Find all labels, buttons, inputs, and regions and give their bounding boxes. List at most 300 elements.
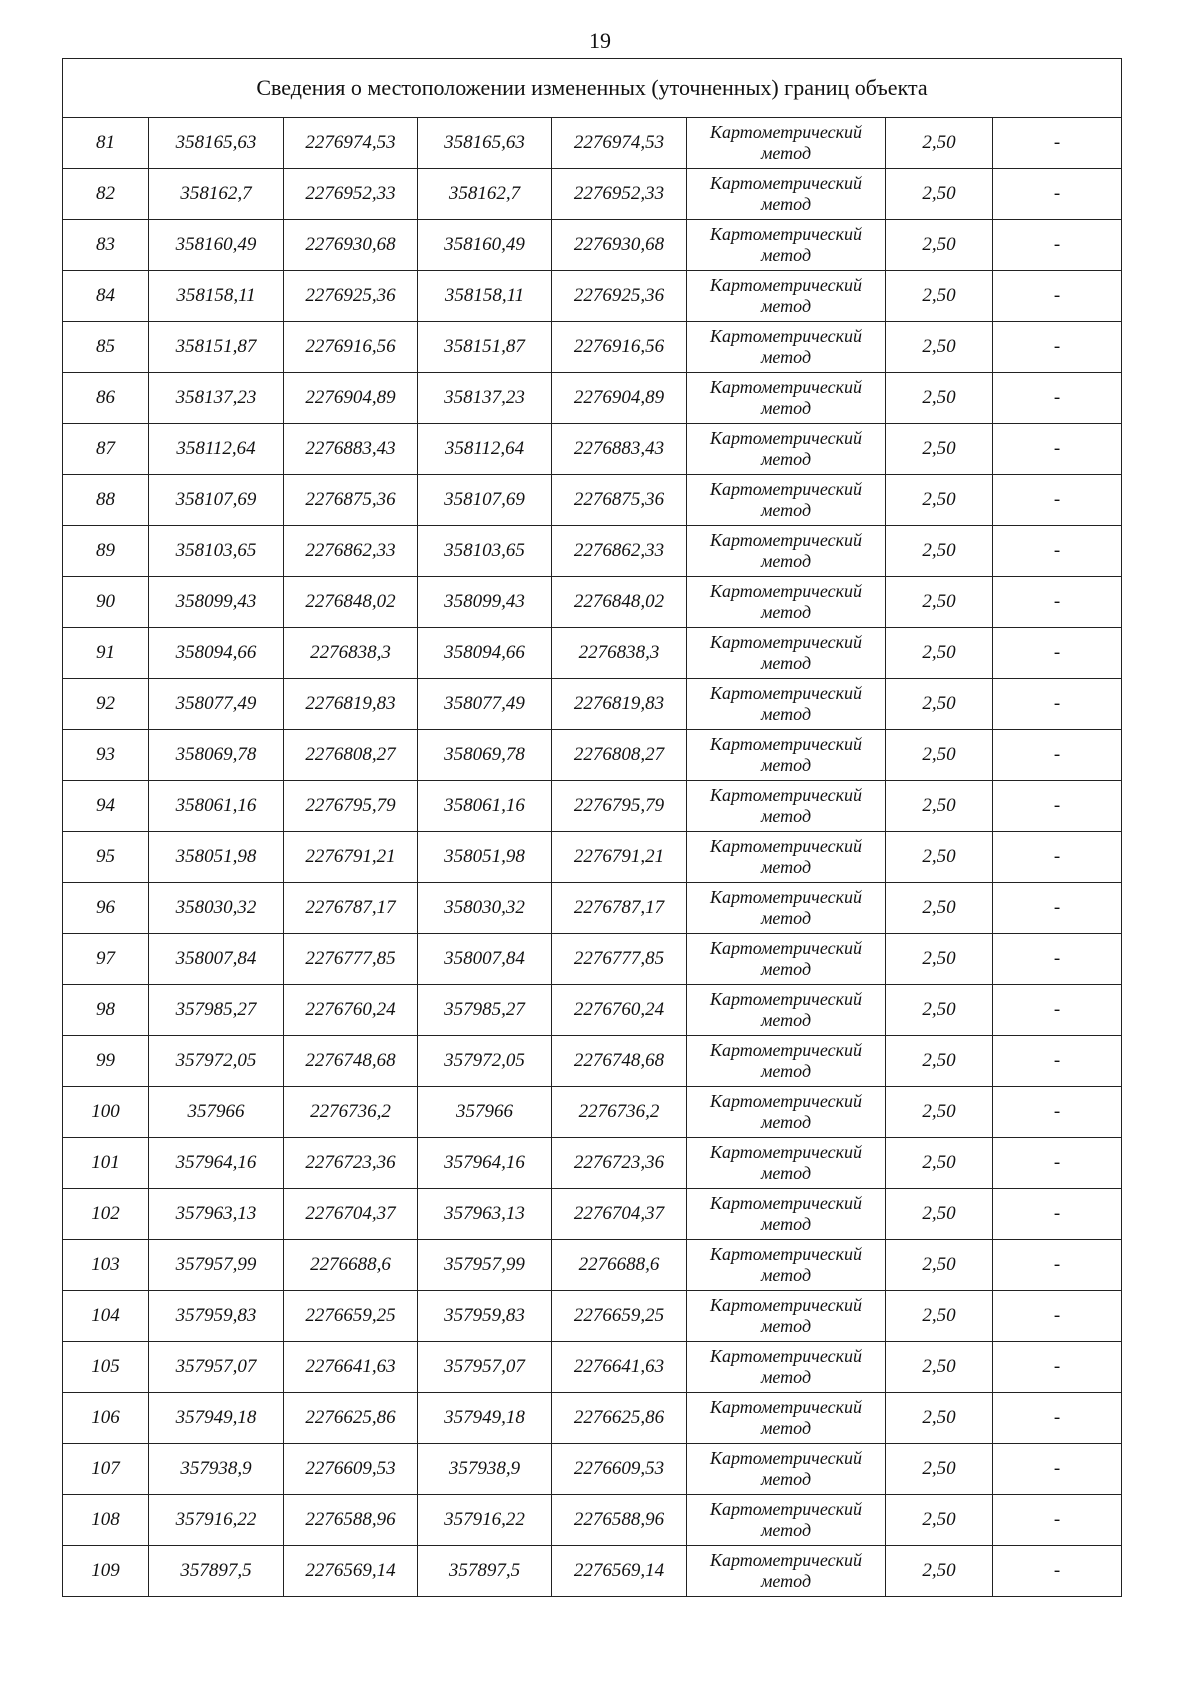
- existing-y-cell: 2276625,86: [284, 1393, 418, 1444]
- existing-y-cell: 2276760,24: [284, 985, 418, 1036]
- table-row: [63, 424, 1122, 475]
- table-row: [63, 832, 1122, 883]
- method-line-1: Картометрический: [709, 1142, 862, 1162]
- refined-x-cell: 358061,16: [418, 781, 552, 832]
- table-row: [63, 1138, 1122, 1189]
- refined-y-cell: 2276760,24: [552, 985, 687, 1036]
- point-number-cell: 97: [63, 934, 149, 985]
- existing-x-cell: 358051,98: [149, 832, 284, 883]
- existing-y-cell: 2276930,68: [284, 220, 418, 271]
- refined-y-cell: 2276862,33: [552, 526, 687, 577]
- refined-x-cell: 357985,27: [418, 985, 552, 1036]
- table-row: [63, 1189, 1122, 1240]
- refined-x-cell: 358160,49: [418, 220, 552, 271]
- method-cell: [687, 1138, 886, 1189]
- refined-x-cell: 358151,87: [418, 322, 552, 373]
- accuracy-cell: 2,50: [886, 679, 993, 730]
- method-line-2: метод: [760, 602, 812, 622]
- note-cell: -: [993, 220, 1122, 271]
- point-number-cell: 82: [63, 169, 149, 220]
- existing-x-cell: 358112,64: [149, 424, 284, 475]
- note-cell: -: [993, 1393, 1122, 1444]
- note-cell: -: [993, 526, 1122, 577]
- refined-y-cell: 2276904,89: [552, 373, 687, 424]
- note-cell: -: [993, 169, 1122, 220]
- existing-x-cell: 358103,65: [149, 526, 284, 577]
- page-number: 19: [589, 28, 611, 53]
- existing-y-cell: 2276777,85: [284, 934, 418, 985]
- point-number-cell: 84: [63, 271, 149, 322]
- existing-y-cell: 2276808,27: [284, 730, 418, 781]
- point-number-cell: 104: [63, 1291, 149, 1342]
- point-number-cell: 85: [63, 322, 149, 373]
- method-line-1: Картометрический: [709, 122, 862, 142]
- table-row: [63, 1240, 1122, 1291]
- existing-y-cell: 2276819,83: [284, 679, 418, 730]
- note-cell: -: [993, 424, 1122, 475]
- existing-y-cell: 2276791,21: [284, 832, 418, 883]
- refined-y-cell: 2276588,96: [552, 1495, 687, 1546]
- existing-y-cell: 2276609,53: [284, 1444, 418, 1495]
- method-line-2: метод: [760, 296, 812, 316]
- existing-x-cell: 358094,66: [149, 628, 284, 679]
- method-line-1: Картометрический: [709, 377, 862, 397]
- method-line-2: метод: [760, 1112, 812, 1132]
- method-line-1: Картометрический: [709, 785, 862, 805]
- method-cell: [687, 475, 886, 526]
- refined-y-cell: 2276838,3: [552, 628, 687, 679]
- boundary-table: [62, 58, 1122, 1597]
- method-line-2: метод: [760, 194, 812, 214]
- method-line-2: метод: [760, 245, 812, 265]
- refined-y-cell: 2276569,14: [552, 1546, 687, 1597]
- accuracy-cell: 2,50: [886, 832, 993, 883]
- existing-x-cell: 358158,11: [149, 271, 284, 322]
- method-line-1: Картометрический: [709, 1244, 862, 1264]
- boundary-table-container: [62, 58, 1121, 1597]
- table-row: [63, 1342, 1122, 1393]
- existing-y-cell: 2276569,14: [284, 1546, 418, 1597]
- table-row: [63, 1036, 1122, 1087]
- existing-y-cell: 2276904,89: [284, 373, 418, 424]
- existing-x-cell: 358061,16: [149, 781, 284, 832]
- table-title-row: [63, 59, 1122, 118]
- note-cell: -: [993, 628, 1122, 679]
- existing-x-cell: 358151,87: [149, 322, 284, 373]
- method-line-1: Картометрический: [709, 1091, 862, 1111]
- method-line-2: метод: [760, 908, 812, 928]
- method-line-1: Картометрический: [709, 326, 862, 346]
- point-number-cell: 100: [63, 1087, 149, 1138]
- accuracy-cell: 2,50: [886, 220, 993, 271]
- method-line-1: Картометрический: [709, 1295, 862, 1315]
- method-cell: [687, 934, 886, 985]
- existing-y-cell: 2276795,79: [284, 781, 418, 832]
- existing-y-cell: 2276736,2: [284, 1087, 418, 1138]
- existing-y-cell: 2276974,53: [284, 118, 418, 169]
- note-cell: -: [993, 475, 1122, 526]
- method-line-2: метод: [760, 806, 812, 826]
- method-line-2: метод: [760, 143, 812, 163]
- note-cell: -: [993, 271, 1122, 322]
- method-cell: [687, 1189, 886, 1240]
- existing-x-cell: 358069,78: [149, 730, 284, 781]
- table-row: [63, 730, 1122, 781]
- note-cell: -: [993, 1495, 1122, 1546]
- note-cell: -: [993, 322, 1122, 373]
- method-cell: [687, 1546, 886, 1597]
- method-line-1: Картометрический: [709, 1346, 862, 1366]
- accuracy-cell: 2,50: [886, 169, 993, 220]
- method-cell: [687, 271, 886, 322]
- refined-x-cell: 357938,9: [418, 1444, 552, 1495]
- method-line-2: метод: [760, 704, 812, 724]
- table-row: [63, 679, 1122, 730]
- refined-x-cell: 358165,63: [418, 118, 552, 169]
- method-cell: [687, 118, 886, 169]
- note-cell: -: [993, 985, 1122, 1036]
- refined-x-cell: 358099,43: [418, 577, 552, 628]
- refined-y-cell: 2276848,02: [552, 577, 687, 628]
- method-line-2: метод: [760, 1520, 812, 1540]
- method-cell: [687, 322, 886, 373]
- method-cell: [687, 1087, 886, 1138]
- refined-x-cell: 358137,23: [418, 373, 552, 424]
- refined-x-cell: 358107,69: [418, 475, 552, 526]
- existing-x-cell: 357916,22: [149, 1495, 284, 1546]
- point-number-cell: 86: [63, 373, 149, 424]
- method-line-1: Картометрический: [709, 530, 862, 550]
- accuracy-cell: 2,50: [886, 1444, 993, 1495]
- accuracy-cell: 2,50: [886, 1546, 993, 1597]
- table-row: [63, 577, 1122, 628]
- refined-x-cell: 357959,83: [418, 1291, 552, 1342]
- note-cell: -: [993, 1138, 1122, 1189]
- existing-x-cell: 358165,63: [149, 118, 284, 169]
- note-cell: -: [993, 1240, 1122, 1291]
- refined-x-cell: 358069,78: [418, 730, 552, 781]
- note-cell: -: [993, 1087, 1122, 1138]
- refined-y-cell: 2276883,43: [552, 424, 687, 475]
- accuracy-cell: 2,50: [886, 577, 993, 628]
- method-line-2: метод: [760, 755, 812, 775]
- method-line-2: метод: [760, 1367, 812, 1387]
- point-number-cell: 108: [63, 1495, 149, 1546]
- accuracy-cell: 2,50: [886, 1189, 993, 1240]
- method-cell: [687, 628, 886, 679]
- refined-x-cell: 357897,5: [418, 1546, 552, 1597]
- existing-x-cell: 358160,49: [149, 220, 284, 271]
- refined-y-cell: 2276777,85: [552, 934, 687, 985]
- table-row: [63, 628, 1122, 679]
- refined-x-cell: 357957,07: [418, 1342, 552, 1393]
- method-line-1: Картометрический: [709, 1499, 862, 1519]
- method-cell: [687, 832, 886, 883]
- note-cell: -: [993, 1444, 1122, 1495]
- existing-x-cell: 358077,49: [149, 679, 284, 730]
- existing-y-cell: 2276787,17: [284, 883, 418, 934]
- refined-x-cell: 357957,99: [418, 1240, 552, 1291]
- method-cell: [687, 1495, 886, 1546]
- method-line-1: Картометрический: [709, 1193, 862, 1213]
- refined-x-cell: 358077,49: [418, 679, 552, 730]
- point-number-cell: 103: [63, 1240, 149, 1291]
- refined-x-cell: 358103,65: [418, 526, 552, 577]
- method-line-1: Картометрический: [709, 1550, 862, 1570]
- existing-y-cell: 2276916,56: [284, 322, 418, 373]
- accuracy-cell: 2,50: [886, 1393, 993, 1444]
- method-line-2: метод: [760, 1571, 812, 1591]
- method-line-1: Картометрический: [709, 428, 862, 448]
- accuracy-cell: 2,50: [886, 1495, 993, 1546]
- table-row: [63, 373, 1122, 424]
- point-number-cell: 83: [63, 220, 149, 271]
- refined-y-cell: 2276609,53: [552, 1444, 687, 1495]
- existing-x-cell: 357966: [149, 1087, 284, 1138]
- refined-y-cell: 2276819,83: [552, 679, 687, 730]
- note-cell: -: [993, 373, 1122, 424]
- table-row: [63, 1495, 1122, 1546]
- method-line-2: метод: [760, 1163, 812, 1183]
- table-row: [63, 985, 1122, 1036]
- refined-y-cell: 2276925,36: [552, 271, 687, 322]
- method-cell: [687, 883, 886, 934]
- point-number-cell: 81: [63, 118, 149, 169]
- table-row: [63, 118, 1122, 169]
- existing-y-cell: 2276848,02: [284, 577, 418, 628]
- accuracy-cell: 2,50: [886, 628, 993, 679]
- note-cell: -: [993, 883, 1122, 934]
- existing-x-cell: 357897,5: [149, 1546, 284, 1597]
- accuracy-cell: 2,50: [886, 883, 993, 934]
- accuracy-cell: 2,50: [886, 1291, 993, 1342]
- accuracy-cell: 2,50: [886, 526, 993, 577]
- existing-y-cell: 2276952,33: [284, 169, 418, 220]
- existing-x-cell: 357957,99: [149, 1240, 284, 1291]
- refined-y-cell: 2276916,56: [552, 322, 687, 373]
- table-row: [63, 1087, 1122, 1138]
- refined-x-cell: 358112,64: [418, 424, 552, 475]
- existing-y-cell: 2276688,6: [284, 1240, 418, 1291]
- method-line-1: Картометрический: [709, 173, 862, 193]
- refined-y-cell: 2276641,63: [552, 1342, 687, 1393]
- existing-y-cell: 2276925,36: [284, 271, 418, 322]
- refined-y-cell: 2276875,36: [552, 475, 687, 526]
- refined-x-cell: 358051,98: [418, 832, 552, 883]
- accuracy-cell: 2,50: [886, 934, 993, 985]
- existing-y-cell: 2276659,25: [284, 1291, 418, 1342]
- method-line-2: метод: [760, 857, 812, 877]
- method-cell: [687, 730, 886, 781]
- refined-y-cell: 2276930,68: [552, 220, 687, 271]
- refined-y-cell: 2276748,68: [552, 1036, 687, 1087]
- accuracy-cell: 2,50: [886, 985, 993, 1036]
- method-line-2: метод: [760, 449, 812, 469]
- refined-x-cell: 358162,7: [418, 169, 552, 220]
- refined-x-cell: 357966: [418, 1087, 552, 1138]
- existing-x-cell: 357957,07: [149, 1342, 284, 1393]
- method-line-1: Картометрический: [709, 683, 862, 703]
- point-number-cell: 106: [63, 1393, 149, 1444]
- method-line-2: метод: [760, 1010, 812, 1030]
- refined-y-cell: 2276723,36: [552, 1138, 687, 1189]
- method-cell: [687, 1291, 886, 1342]
- refined-y-cell: 2276795,79: [552, 781, 687, 832]
- method-line-1: Картометрический: [709, 887, 862, 907]
- refined-y-cell: 2276704,37: [552, 1189, 687, 1240]
- note-cell: -: [993, 577, 1122, 628]
- method-line-2: метод: [760, 1316, 812, 1336]
- note-cell: -: [993, 1036, 1122, 1087]
- existing-x-cell: 357964,16: [149, 1138, 284, 1189]
- method-cell: [687, 1036, 886, 1087]
- table-row: [63, 526, 1122, 577]
- method-cell: [687, 985, 886, 1036]
- note-cell: -: [993, 832, 1122, 883]
- method-cell: [687, 679, 886, 730]
- existing-x-cell: 357959,83: [149, 1291, 284, 1342]
- note-cell: -: [993, 1342, 1122, 1393]
- point-number-cell: 109: [63, 1546, 149, 1597]
- refined-y-cell: 2276625,86: [552, 1393, 687, 1444]
- accuracy-cell: 2,50: [886, 1138, 993, 1189]
- refined-y-cell: 2276659,25: [552, 1291, 687, 1342]
- table-row: [63, 271, 1122, 322]
- existing-y-cell: 2276748,68: [284, 1036, 418, 1087]
- existing-x-cell: 357985,27: [149, 985, 284, 1036]
- note-cell: -: [993, 118, 1122, 169]
- method-cell: [687, 577, 886, 628]
- method-line-2: метод: [760, 1214, 812, 1234]
- note-cell: -: [993, 934, 1122, 985]
- refined-y-cell: 2276688,6: [552, 1240, 687, 1291]
- table-row: [63, 220, 1122, 271]
- refined-x-cell: 358094,66: [418, 628, 552, 679]
- point-number-cell: 102: [63, 1189, 149, 1240]
- method-line-2: метод: [760, 500, 812, 520]
- existing-y-cell: 2276588,96: [284, 1495, 418, 1546]
- refined-y-cell: 2276808,27: [552, 730, 687, 781]
- method-cell: [687, 424, 886, 475]
- accuracy-cell: 2,50: [886, 781, 993, 832]
- existing-y-cell: 2276838,3: [284, 628, 418, 679]
- method-line-1: Картометрический: [709, 989, 862, 1009]
- method-line-2: метод: [760, 347, 812, 367]
- existing-x-cell: 357949,18: [149, 1393, 284, 1444]
- method-line-2: метод: [760, 959, 812, 979]
- table-row: [63, 1444, 1122, 1495]
- method-line-2: метод: [760, 1469, 812, 1489]
- table-row: [63, 883, 1122, 934]
- method-line-1: Картометрический: [709, 1397, 862, 1417]
- method-cell: [687, 526, 886, 577]
- accuracy-cell: 2,50: [886, 1240, 993, 1291]
- note-cell: -: [993, 679, 1122, 730]
- method-line-2: метод: [760, 1418, 812, 1438]
- existing-x-cell: 357963,13: [149, 1189, 284, 1240]
- point-number-cell: 90: [63, 577, 149, 628]
- accuracy-cell: 2,50: [886, 1036, 993, 1087]
- accuracy-cell: 2,50: [886, 424, 993, 475]
- refined-y-cell: 2276787,17: [552, 883, 687, 934]
- method-line-1: Картометрический: [709, 632, 862, 652]
- existing-y-cell: 2276875,36: [284, 475, 418, 526]
- refined-x-cell: 358030,32: [418, 883, 552, 934]
- method-cell: [687, 1240, 886, 1291]
- method-cell: [687, 220, 886, 271]
- existing-x-cell: 357938,9: [149, 1444, 284, 1495]
- refined-x-cell: 357949,18: [418, 1393, 552, 1444]
- point-number-cell: 88: [63, 475, 149, 526]
- table-row: [63, 1393, 1122, 1444]
- refined-y-cell: 2276736,2: [552, 1087, 687, 1138]
- table-row: [63, 781, 1122, 832]
- method-line-2: метод: [760, 1265, 812, 1285]
- note-cell: -: [993, 781, 1122, 832]
- refined-x-cell: 358007,84: [418, 934, 552, 985]
- table-row: [63, 169, 1122, 220]
- existing-x-cell: 358162,7: [149, 169, 284, 220]
- method-cell: [687, 1444, 886, 1495]
- table-row: [63, 475, 1122, 526]
- refined-y-cell: 2276952,33: [552, 169, 687, 220]
- accuracy-cell: 2,50: [886, 1087, 993, 1138]
- refined-y-cell: 2276974,53: [552, 118, 687, 169]
- method-cell: [687, 1393, 886, 1444]
- method-line-2: метод: [760, 551, 812, 571]
- existing-x-cell: 358099,43: [149, 577, 284, 628]
- existing-y-cell: 2276862,33: [284, 526, 418, 577]
- method-line-1: Картометрический: [709, 836, 862, 856]
- table-title: Сведения о местоположении измененных (уточненных) границ объекта: [63, 59, 1122, 118]
- existing-x-cell: 358137,23: [149, 373, 284, 424]
- method-line-1: Картометрический: [709, 938, 862, 958]
- existing-x-cell: 358007,84: [149, 934, 284, 985]
- accuracy-cell: 2,50: [886, 1342, 993, 1393]
- point-number-cell: 94: [63, 781, 149, 832]
- existing-x-cell: 358030,32: [149, 883, 284, 934]
- method-line-2: метод: [760, 653, 812, 673]
- table-row: [63, 934, 1122, 985]
- accuracy-cell: 2,50: [886, 475, 993, 526]
- accuracy-cell: 2,50: [886, 118, 993, 169]
- table-row: [63, 1546, 1122, 1597]
- refined-x-cell: 357916,22: [418, 1495, 552, 1546]
- refined-x-cell: 357963,13: [418, 1189, 552, 1240]
- refined-x-cell: 358158,11: [418, 271, 552, 322]
- point-number-cell: 92: [63, 679, 149, 730]
- refined-x-cell: 357964,16: [418, 1138, 552, 1189]
- point-number-cell: 107: [63, 1444, 149, 1495]
- accuracy-cell: 2,50: [886, 373, 993, 424]
- note-cell: -: [993, 1546, 1122, 1597]
- method-cell: [687, 169, 886, 220]
- refined-x-cell: 357972,05: [418, 1036, 552, 1087]
- note-cell: -: [993, 1291, 1122, 1342]
- refined-y-cell: 2276791,21: [552, 832, 687, 883]
- method-line-1: Картометрический: [709, 581, 862, 601]
- method-line-1: Картометрический: [709, 734, 862, 754]
- existing-x-cell: 358107,69: [149, 475, 284, 526]
- method-line-1: Картометрический: [709, 1040, 862, 1060]
- method-cell: [687, 1342, 886, 1393]
- method-line-1: Картометрический: [709, 1448, 862, 1468]
- accuracy-cell: 2,50: [886, 322, 993, 373]
- method-line-2: метод: [760, 398, 812, 418]
- method-cell: [687, 373, 886, 424]
- method-cell: [687, 781, 886, 832]
- table-row: [63, 1291, 1122, 1342]
